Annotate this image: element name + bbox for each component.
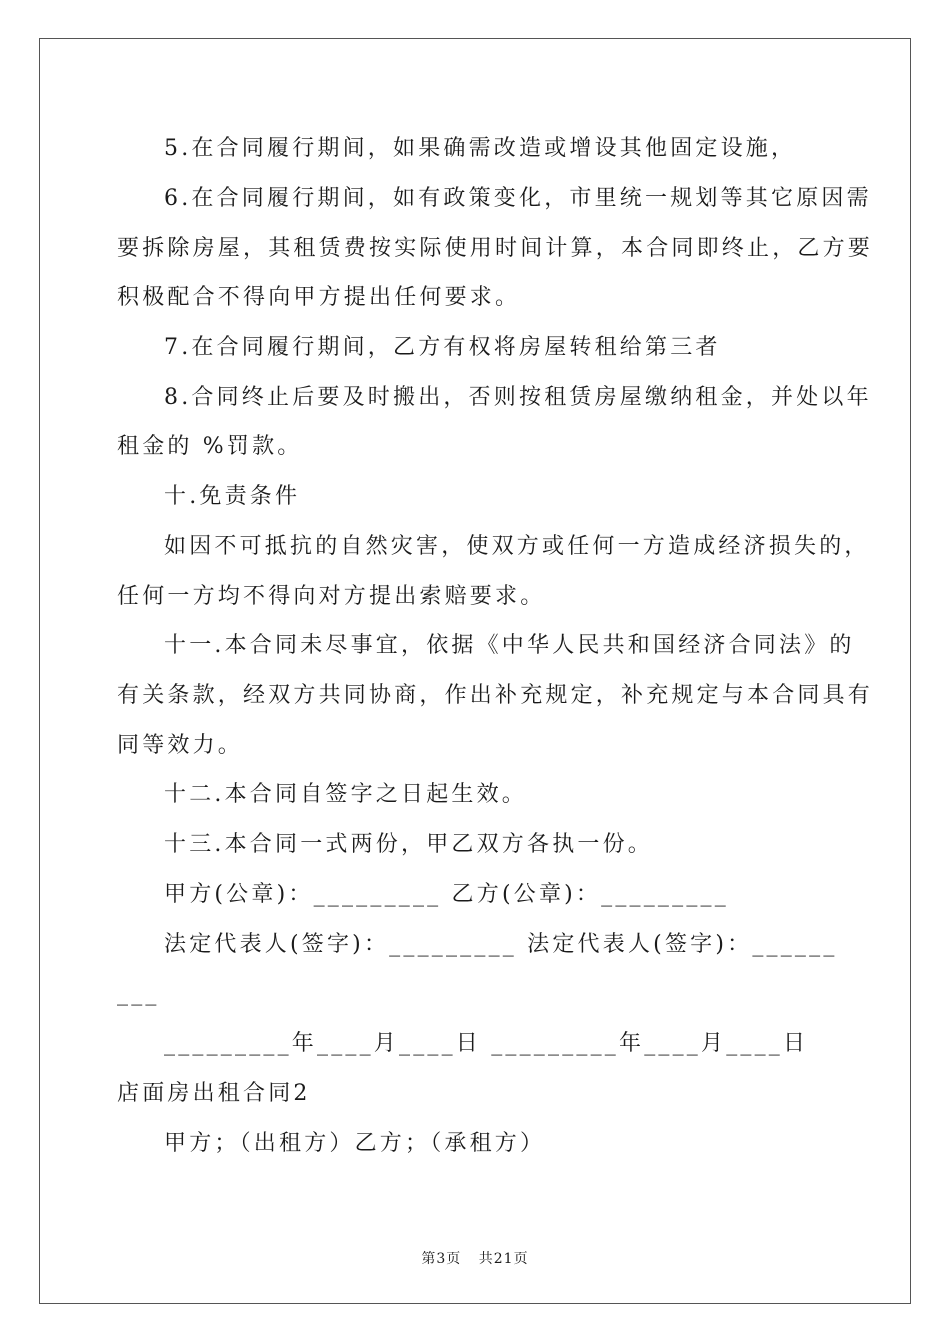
page-number: 第3页 bbox=[421, 1251, 462, 1267]
legal-rep-signature-overflow: ___ bbox=[117, 981, 160, 1006]
clause-6: 6.在合同履行期间，如有政策变化，市里统一规划等其它原因需 bbox=[164, 186, 872, 211]
section-11-cont-1: 有关条款，经双方共同协商，作出补充规定，补充规定与本合同具有 bbox=[117, 683, 874, 708]
section-11: 十一.本合同未尽事宜，依据《中华人民共和国经济合同法》的 bbox=[164, 633, 855, 658]
section-13: 十三.本合同一式两份，甲乙双方各执一份。 bbox=[164, 832, 653, 857]
contract-2-parties: 甲方；（出租方）乙方；（承租方） bbox=[164, 1131, 546, 1156]
clause-8-cont: 租金的 %罚款。 bbox=[117, 434, 303, 459]
clause-7: 7.在合同履行期间，乙方有权将房屋转租给第三者 bbox=[164, 335, 721, 360]
clause-6-cont-2: 积极配合不得向甲方提出任何要求。 bbox=[117, 285, 521, 310]
party-seal-line: 甲方(公章)：_________ 乙方(公章)：_________ bbox=[164, 882, 729, 907]
legal-rep-signature-line: 法定代表人(签字)：_________ 法定代表人(签字)：______ bbox=[164, 932, 838, 957]
page-total: 共21页 bbox=[478, 1251, 529, 1267]
clause-6-cont-1: 要拆除房屋，其租赁费按实际使用时间计算，本合同即终止，乙方要 bbox=[117, 236, 874, 261]
section-12: 十二.本合同自签字之日起生效。 bbox=[164, 782, 527, 807]
clause-8: 8.合同终止后要及时搬出，否则按租赁房屋缴纳租金，并处以年 bbox=[164, 385, 872, 410]
clause-5: 5.在合同履行期间，如果确需改造或增设其他固定设施， bbox=[164, 136, 797, 161]
page-footer bbox=[0, 1248, 950, 1268]
contract-2-title: 店面房出租合同2 bbox=[117, 1081, 311, 1106]
exemption-text: 如因不可抵抗的自然灾害，使双方或任何一方造成经济损失的， bbox=[164, 534, 870, 559]
page-border bbox=[39, 38, 911, 1304]
exemption-text-cont: 任何一方均不得向对方提出索赔要求。 bbox=[117, 584, 546, 609]
section-heading-10: 十.免责条件 bbox=[164, 484, 301, 509]
section-11-cont-2: 同等效力。 bbox=[117, 733, 244, 758]
date-line: _________年____月____日 _________年____月____日 bbox=[164, 1031, 809, 1056]
